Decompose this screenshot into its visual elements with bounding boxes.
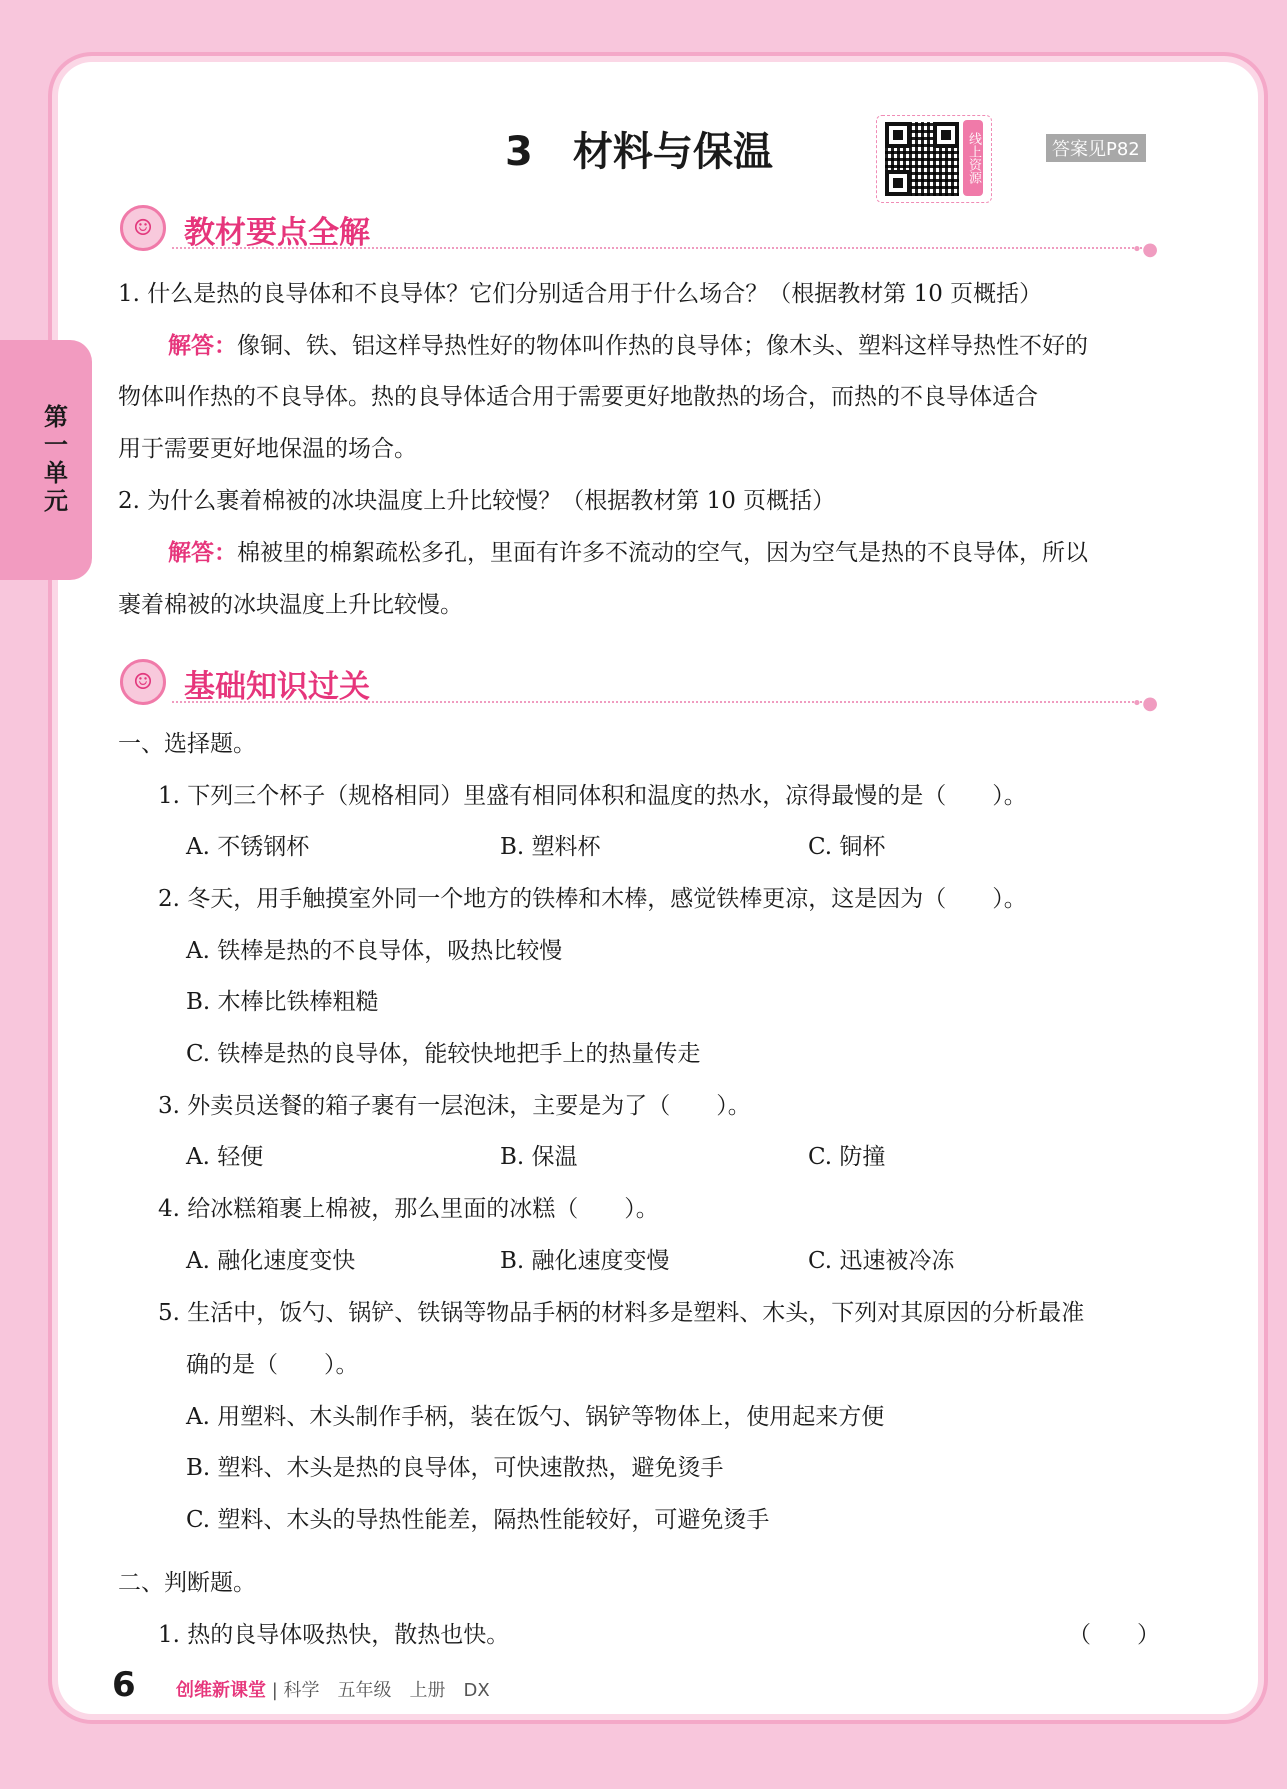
choice-q3-option-b[interactable]: B. 保温: [500, 1144, 578, 1170]
choice-q1-option-b[interactable]: B. 塑料杯: [500, 834, 601, 860]
choice-q2-option-a[interactable]: A. 铁棒是热的不良导体，吸热比较慢: [186, 938, 563, 964]
choice-q5-stem-line-1: 5. 生活中，饭勺、锅铲、铁锅等物品手柄的材料多是塑料、木头，下列对其原因的分析最准: [158, 1300, 1085, 1326]
dotted-divider: [172, 247, 1150, 249]
unit-side-tab: [0, 340, 92, 580]
part-2-title: 二、判断题。: [118, 1570, 256, 1596]
lesson-title: 3 材料与保温: [505, 129, 773, 175]
choice-q5-stem-line-2: 确的是（ ）。: [186, 1352, 359, 1378]
choice-q4-option-b[interactable]: B. 融化速度变慢: [500, 1248, 670, 1274]
choice-q3-stem: 3. 外卖员送餐的箱子裹有一层泡沫，主要是为了（ ）。: [158, 1093, 751, 1119]
answer-1-line-2: 物体叫作热的不良导体。热的良导体适合用于需要更好地散热的场合，而热的不良导体适合: [118, 384, 1038, 410]
question-2: 2. 为什么裹着棉被的冰块温度上升比较慢？（根据教材第 10 页概括）: [118, 488, 836, 514]
part-1-title: 一、选择题。: [118, 731, 256, 757]
answer-label: 解答：: [168, 332, 237, 359]
answer-label: 解答：: [168, 539, 237, 566]
footer-brand: 创维新课堂: [176, 1680, 266, 1701]
choice-q4-option-a[interactable]: A. 融化速度变快: [186, 1248, 356, 1274]
qr-label: 线上资源: [963, 120, 983, 196]
section-header-basics: [116, 657, 1158, 714]
choice-q4-stem: 4. 给冰糕箱裹上棉被，那么里面的冰糕（ ）。: [158, 1196, 659, 1222]
cartoon-emblem-icon: ☺: [120, 659, 166, 705]
choice-q2-option-b[interactable]: B. 木棒比铁棒粗糙: [186, 989, 379, 1015]
choice-q5-option-a[interactable]: A. 用塑料、木头制作手柄，装在饭勺、锅铲等物体上，使用起来方便: [186, 1404, 885, 1430]
decor-dots-icon: •●: [1131, 693, 1158, 714]
choice-q1-stem: 1. 下列三个杯子（规格相同）里盛有相同体积和温度的热水，凉得最慢的是（ ）。: [158, 783, 1027, 809]
choice-q4-option-c[interactable]: C. 迅速被冷冻: [808, 1248, 955, 1274]
answer-2-line-2: 裹着棉被的冰块温度上升比较慢。: [118, 592, 463, 618]
page-number: 6: [112, 1665, 136, 1705]
choice-q1-option-a[interactable]: A. 不锈钢杯: [186, 834, 310, 860]
choice-q1-option-c[interactable]: C. 铜杯: [808, 834, 886, 860]
section-title: 教材要点全解: [184, 215, 370, 251]
unit-side-tab-label: 第一单元: [39, 404, 68, 516]
choice-q3-option-c[interactable]: C. 防撞: [808, 1144, 886, 1170]
choice-q5-option-c[interactable]: C. 塑料、木头的导热性能差，隔热性能较好，可避免烫手: [186, 1507, 770, 1533]
footer-details: | 科学 五年级 上册 DX: [271, 1680, 490, 1701]
choice-q2-stem: 2. 冬天，用手触摸室外同一个地方的铁棒和木棒，感觉铁棒更凉，这是因为（ ）。: [158, 886, 1027, 912]
answer-1-line-1: 解答：像铜、铁、铝这样导热性好的物体叫作热的良导体；像木头、塑料这样导热性不好的: [168, 332, 1088, 359]
question-1: 1. 什么是热的良导体和不良导体？它们分别适合用于什么场合？（根据教材第 10 页概括）: [118, 281, 1043, 307]
choice-q5-option-b[interactable]: B. 塑料、木头是热的良导体，可快速散热，避免烫手: [186, 1455, 724, 1481]
section-title: 基础知识过关: [184, 669, 370, 705]
qr-code-icon[interactable]: [885, 122, 959, 196]
qr-resource-box[interactable]: [876, 115, 992, 203]
judge-q1-blank[interactable]: （ ）: [1068, 1622, 1160, 1648]
answer-reference: 答案见P82: [1046, 134, 1146, 162]
choice-q3-option-a[interactable]: A. 轻便: [186, 1144, 264, 1170]
footer-info: [176, 1676, 490, 1702]
choice-q2-option-c[interactable]: C. 铁棒是热的良导体，能较快地把手上的热量传走: [186, 1041, 701, 1067]
judge-q1: 1. 热的良导体吸热快，散热也快。: [158, 1622, 510, 1648]
cartoon-emblem-icon: ☺: [120, 205, 166, 251]
section-header-textbook: [116, 203, 1158, 260]
dotted-divider: [172, 701, 1150, 703]
answer-2-line-1: 解答：棉被里的棉絮疏松多孔，里面有许多不流动的空气，因为空气是热的不良导体，所以: [168, 539, 1088, 566]
decor-dots-icon: •●: [1131, 239, 1158, 260]
answer-1-line-3: 用于需要更好地保温的场合。: [118, 436, 417, 462]
